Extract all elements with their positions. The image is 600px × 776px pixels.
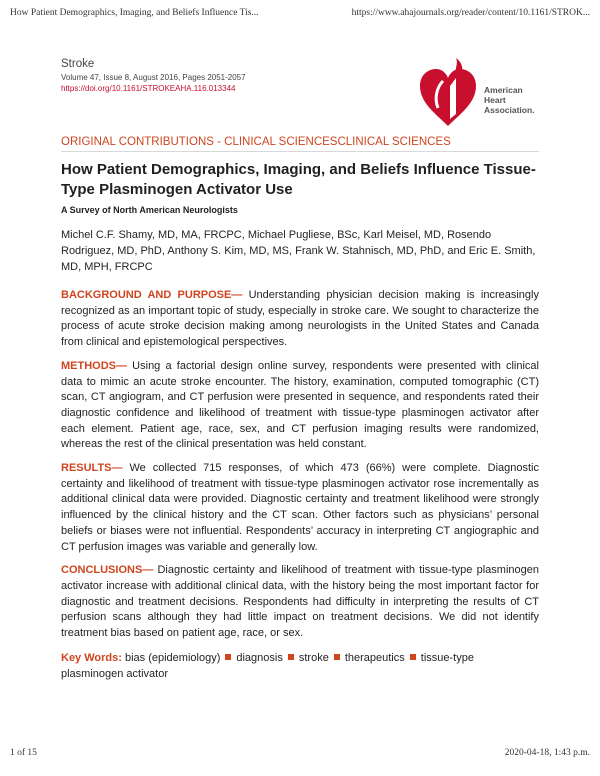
keyword-separator (225, 654, 231, 660)
abstract-methods-heading: METHODS— (61, 359, 127, 372)
abstract (61, 288, 539, 682)
author-list: Michel C.F. Shamy, MD, MA, FRCPC, Michael Pugliese, BSc, Karl Meisel, MD, Rosendo Rodriguez, MD, PhD, Anthony S. Kim, MD, MS, Frank W. Stahnisch, MD, PhD, and Eric E. Smith, MD, MPH, FRCPC (61, 229, 536, 273)
keyword-link[interactable]: diagnosis (236, 651, 283, 664)
abstract-results-text: We collected 715 responses, of which 473 (66%) were complete. Diagnostic certainty and likelihood of treatment with tissue-type plasminogen activator rose incrementally as additional clinical data were provided. Diagnostic certainty and treatment likelihood were strongly influenced by the clinical history and the CT scan. Other factors such as physicians’ personal beliefs or biases were not influential. Respondents’ accuracy in interpreting CT angiographic and CT perfusion images was variable and generally low. (61, 462, 539, 553)
article-title: How Patient Demographics, Imaging, and Beliefs Influence Tissue-Type Plasminogen Activator Use (61, 161, 536, 198)
abstract-background (61, 288, 539, 351)
heart-torch-icon (416, 56, 480, 128)
abstract-conclusions-heading: CONCLUSIONS— (61, 564, 154, 577)
keywords-heading: Key Words: (61, 651, 122, 664)
abstract-methods-text: Using a factorial design online survey, respondents were presented with clinical data to mimic an acute stroke encounter. The history, examination, computed tomographic (CT) scan, CT angiogram, and CT perfusion were presented in sequence, and respondents rated their diagnostic confidence and likelihood of treatment with tissue-type plasminogen activator after each element. Patient age, race, sex, and CT perfusion imaging results were randomized, whereas the rest of the clinical presentation was held constant. (61, 359, 539, 451)
abstract-results (61, 461, 539, 555)
abstract-background-heading: BACKGROUND AND PURPOSE— (61, 289, 243, 301)
abstract-background-text: Understanding physician decision making is increasingly recognized as an important topic of study, especially in stroke care. We sought to characterize the process of acute stroke decision making among neurologists in the United States and Canada from clinical and epistemological perspectives. (61, 289, 539, 349)
abstract-methods (61, 359, 539, 453)
print-timestamp: 2020-04-18, 1:43 p.m. (504, 748, 590, 758)
keywords (61, 650, 539, 682)
keyword-separator (288, 654, 294, 660)
keyword-link[interactable]: bias (epidemiology) (124, 651, 221, 664)
aha-word-1: American (484, 85, 523, 95)
aha-logo (416, 56, 556, 131)
abstract-conclusions (61, 563, 539, 642)
keyword-separator (410, 654, 416, 660)
keyword-link[interactable]: stroke (298, 651, 329, 664)
article-section-label: ORIGINAL CONTRIBUTIONS - CLINICAL SCIENCESCLINICAL SCIENCES (61, 136, 451, 148)
page-counter: 1 of 15 (10, 748, 37, 758)
keyword-link[interactable]: therapeutics (344, 651, 405, 664)
print-header-url: https://www.ahajournals.org/reader/content/10.1161/STROK... (351, 8, 590, 18)
aha-word-3: Association. (484, 105, 535, 115)
journal-volume-info: Volume 47, Issue 8, August 2016, Pages 2051-2057 (61, 73, 246, 82)
abstract-conclusions-text: Diagnostic certainty and likelihood of treatment with tissue-type plasminogen activator increase with additional clinical data, with the history being the most important factor for diagnostic and treatment decisions. Respondents had difficulty in interpreting the results of CT perfusion scans although they had little impact on treatment decisions. We did not identify treatment bias based on patient age, race, or sex. (61, 564, 539, 640)
aha-word-2: Heart (484, 95, 506, 105)
abstract-results-heading: RESULTS— (61, 462, 123, 475)
section-divider (61, 151, 539, 152)
print-header-title: How Patient Demographics, Imaging, and Beliefs Influence Tis... (10, 8, 259, 18)
keyword-link[interactable]: tissue-type plasminogen activator (61, 651, 474, 680)
journal-name: Stroke (61, 58, 95, 70)
aha-wordmark (484, 85, 535, 115)
print-footer (0, 748, 600, 762)
doi-link[interactable]: https://doi.org/10.1161/STROKEAHA.116.013344 (61, 84, 236, 93)
print-header (0, 8, 600, 22)
article-subtitle: A Survey of North American Neurologists (61, 205, 238, 215)
keyword-separator (334, 654, 340, 660)
